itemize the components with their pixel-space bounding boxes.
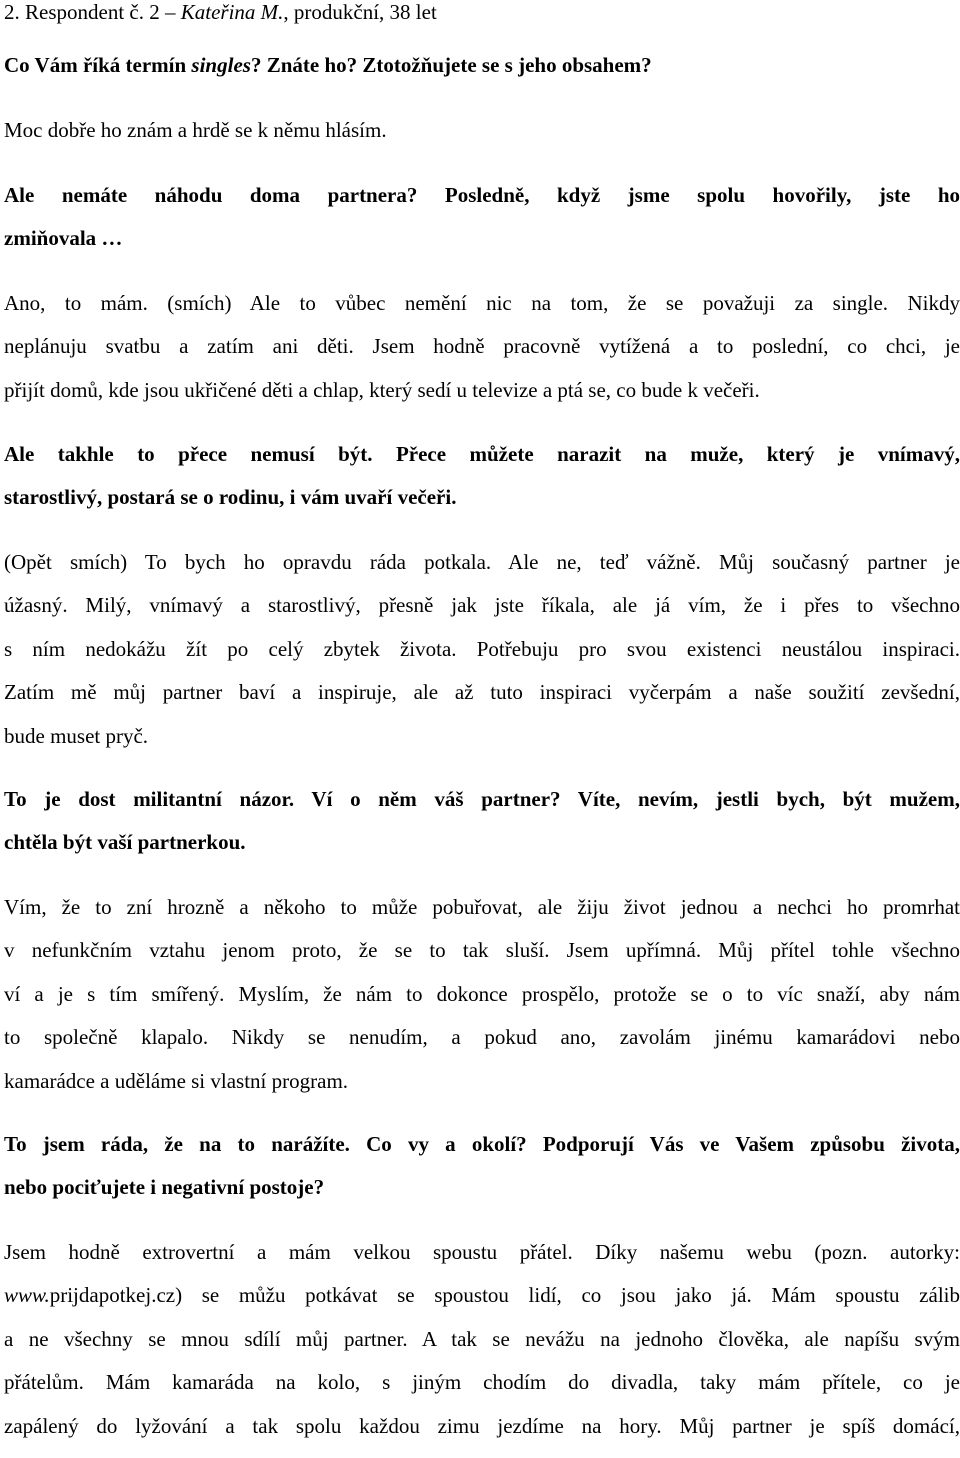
- answer-paragraph: [4, 282, 960, 412]
- text-run: úžasný. Milý, vnímavý a starostlivý, přesně jak jste říkala, ale já vím, že i přes to všechno: [4, 593, 960, 618]
- text-run: kamarádce a uděláme si vlastní program.: [4, 1068, 349, 1093]
- text-run: přátelům. Mám kamaráda na kolo, s jiným chodím do divadla, taky mám přítele, co je: [4, 1370, 960, 1395]
- text-line: [4, 973, 960, 1016]
- text-run: ví a je s tím smířený. Myslím, že nám to dokonce prospělo, protože se o to víc snaží, aby nám: [4, 981, 960, 1006]
- text-line: [4, 325, 960, 368]
- answer-paragraph: [4, 886, 960, 1103]
- text-run: zapálený do lyžování a tak spolu každou zimu jezdíme na hory. Můj partner je spíš domácí,: [4, 1413, 960, 1438]
- text-line: [4, 282, 960, 325]
- text-line: [4, 584, 960, 627]
- question-paragraph: [4, 1123, 960, 1210]
- text-line: [4, 369, 960, 412]
- text-run: Moc dobře ho znám a hrdě se k němu hlásím.: [4, 118, 387, 142]
- text-run: To jsem ráda, že na to narážíte. Co vy a okolí? Podporují Vás ve Vašem způsobu života,: [4, 1132, 960, 1156]
- text-line: [4, 671, 960, 714]
- answer-paragraph: [4, 109, 960, 152]
- text-run: ? Znáte ho? Ztotožňujete se s jeho obsahem?: [250, 53, 652, 77]
- text-line: [4, 1361, 960, 1404]
- text-run: To je dost militantní názor. Ví o něm váš partner? Víte, nevím, jestli bych, být mužem,: [4, 787, 960, 811]
- question-paragraph: [4, 174, 960, 261]
- text-line: [4, 217, 960, 260]
- respondent-name: Kateřina M.: [180, 0, 284, 24]
- italic-run: www.: [4, 1283, 50, 1308]
- text-run: v nefunkčním vztahu jenom proto, že se to tak sluší. Jsem upřímná. Můj přítel tohle všechno: [4, 938, 960, 963]
- text-line: [4, 886, 960, 929]
- answer-paragraph: [4, 541, 960, 758]
- text-line: [4, 778, 960, 821]
- question-paragraph: [4, 44, 960, 87]
- text-line: [4, 1060, 960, 1103]
- text-run: nebo pociťujete i negativní postoje?: [4, 1175, 325, 1200]
- text-line: [4, 1166, 960, 1209]
- text-run: to společně klapalo. Nikdy se nenudím, a pokud ano, zavolám jinému kamarádovi nebo: [4, 1025, 960, 1050]
- question-paragraph: [4, 433, 960, 520]
- text-run: neplánuju svatbu a zatím ani děti. Jsem hodně pracovně vytížená a to poslední, co chci, je: [4, 334, 960, 359]
- respondent-heading: [4, 0, 437, 32]
- text-line: [4, 109, 960, 152]
- text-line: [4, 1318, 960, 1361]
- text-run: chtěla být vaší partnerkou.: [4, 830, 246, 855]
- answer-paragraph: [4, 1231, 960, 1448]
- text-line: [4, 628, 960, 671]
- heading-prefix: 2. Respondent č. 2 –: [4, 0, 181, 24]
- text-run: Ano, to mám. (smích) Ale to vůbec nemění nic na tom, že se považuji za single. Nikdy: [4, 291, 960, 315]
- text-line: [4, 821, 960, 864]
- text-run: Ale nemáte náhodu doma partnera? Posledně, když jsme spolu hovořily, jste ho: [4, 183, 960, 207]
- text-line: [4, 1016, 960, 1059]
- question-paragraph: [4, 778, 960, 865]
- text-run: Ale takhle to přece nemusí být. Přece můžete narazit na muže, který je vnímavý,: [4, 442, 960, 466]
- heading-suffix: , produkční, 38 let: [283, 0, 437, 24]
- text-line: [4, 929, 960, 972]
- text-line: [4, 1123, 960, 1166]
- text-line: [4, 1405, 960, 1448]
- text-run: Co Vám říká termín: [4, 53, 192, 77]
- text-run: a ne všechny se mnou sdílí můj partner. A tak se nevážu na jednoho člověka, ale napíšu svým: [4, 1326, 960, 1351]
- text-run: s ním nedokážu žít po celý zbytek života. Potřebuju pro svou existenci neustálou inspiraci.: [4, 636, 960, 661]
- text-run: (Opět smích) To bych ho opravdu ráda potkala. Ale ne, teď vážně. Můj současný partner je: [4, 550, 960, 574]
- text-run: Zatím mě můj partner baví a inspiruje, ale až tuto inspiraci vyčerpám a naše soužití zevšední,: [4, 680, 960, 705]
- italic-run: singles: [191, 53, 251, 77]
- text-run: prijdapotkej.cz) se můžu potkávat se spoustou lidí, co jsou jako já. Mám spoustu zálib: [49, 1283, 960, 1308]
- text-run: Jsem hodně extrovertní a mám velkou spoustu přátel. Díky našemu webu (pozn. autorky:: [4, 1240, 960, 1264]
- text-run: starostlivý, postará se o rodinu, i vám uvaří večeři.: [4, 485, 457, 510]
- text-line: [4, 1274, 960, 1317]
- text-line: [4, 476, 960, 519]
- text-run: zmiňovala …: [4, 226, 123, 251]
- text-line: [4, 44, 960, 87]
- text-run: přijít domů, kde jsou ukřičené děti a chlap, který sedí u televize a ptá se, co bude k večeři.: [4, 377, 760, 402]
- text-run: Vím, že to zní hrozně a někoho to může pobuřovat, ale žiju život jednou a nechci ho promrhat: [4, 895, 960, 919]
- text-run: bude muset pryč.: [4, 723, 149, 748]
- text-line: [4, 174, 960, 217]
- text-line: [4, 541, 960, 584]
- text-line: [4, 715, 960, 758]
- text-line: [4, 1231, 960, 1274]
- text-line: [4, 433, 960, 476]
